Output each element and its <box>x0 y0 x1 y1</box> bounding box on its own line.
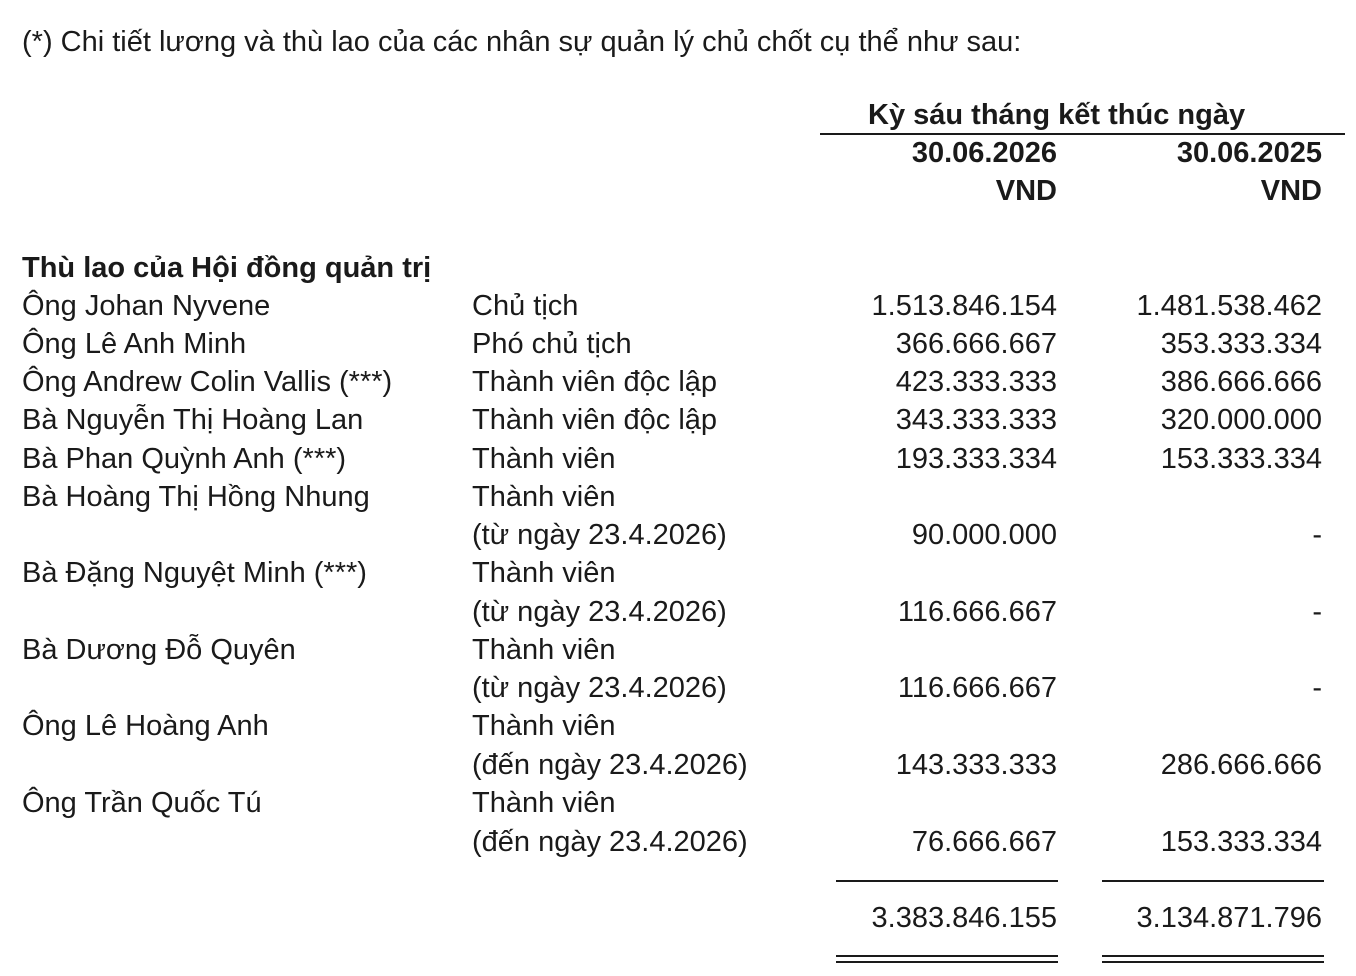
column-unit-2025: VND <box>1260 175 1322 207</box>
row-role-note: (đến ngày 23.4.2026) <box>472 749 748 781</box>
row-value-2026: 366.666.667 <box>895 328 1057 360</box>
row-role: Thành viên <box>472 443 616 475</box>
row-value-2025: 1.481.538.462 <box>1136 290 1322 322</box>
row-value-2026: 193.333.334 <box>895 443 1057 475</box>
period-header-rule <box>820 133 1345 135</box>
row-value-2025: 320.000.000 <box>1160 404 1322 436</box>
total-double-rule-2026 <box>836 955 1058 963</box>
total-value-2025: 3.134.871.796 <box>1136 902 1322 934</box>
row-value-2026: 1.513.846.154 <box>871 290 1057 322</box>
row-value-2025: 386.666.666 <box>1160 366 1322 398</box>
row-role-note: (đến ngày 23.4.2026) <box>472 826 748 858</box>
row-role: Phó chủ tịch <box>472 328 632 360</box>
row-value-2025: 153.333.334 <box>1160 826 1322 858</box>
row-name: Ông Trần Quốc Tú <box>22 787 262 819</box>
row-value-2026: 116.666.667 <box>897 596 1057 628</box>
total-double-rule-2025 <box>1102 955 1324 963</box>
row-role: Chủ tịch <box>472 290 579 322</box>
subtotal-rule-2026 <box>836 880 1058 882</box>
row-value-2026: 76.666.667 <box>911 826 1057 858</box>
row-value-2025: - <box>1312 596 1322 628</box>
column-date-2025: 30.06.2025 <box>1176 137 1322 169</box>
row-name: Ông Johan Nyvene <box>22 290 271 322</box>
row-name: Bà Phan Quỳnh Anh (***) <box>22 443 347 475</box>
row-value-2025: 286.666.666 <box>1160 749 1322 781</box>
row-name: Ông Andrew Colin Vallis (***) <box>22 366 393 398</box>
row-value-2026: 343.333.333 <box>895 404 1057 436</box>
row-role: Thành viên <box>472 634 616 666</box>
row-role: Thành viên <box>472 481 616 513</box>
row-name: Bà Đặng Nguyệt Minh (***) <box>22 557 367 589</box>
row-name: Ông Lê Hoàng Anh <box>22 710 269 742</box>
row-name: Bà Hoàng Thị Hồng Nhung <box>22 481 370 513</box>
column-unit-2026: VND <box>995 175 1057 207</box>
row-role: Thành viên độc lập <box>472 404 718 436</box>
row-role: Thành viên <box>472 710 616 742</box>
row-role: Thành viên <box>472 557 616 589</box>
period-header: Kỳ sáu tháng kết thúc ngày <box>868 99 1246 131</box>
row-role-note: (từ ngày 23.4.2026) <box>472 672 727 704</box>
row-value-2025: - <box>1312 519 1322 551</box>
row-value-2025: 353.333.334 <box>1160 328 1322 360</box>
row-role: Thành viên độc lập <box>472 366 718 398</box>
row-role-note: (từ ngày 23.4.2026) <box>472 596 727 628</box>
row-name: Ông Lê Anh Minh <box>22 328 247 360</box>
row-value-2026: 143.333.333 <box>895 749 1057 781</box>
total-value-2026: 3.383.846.155 <box>871 902 1057 934</box>
column-date-2026: 30.06.2026 <box>911 137 1057 169</box>
row-value-2026: 90.000.000 <box>911 519 1057 551</box>
row-value-2025: - <box>1312 672 1322 704</box>
row-role-note: (từ ngày 23.4.2026) <box>472 519 727 551</box>
section-title: Thù lao của Hội đồng quản trị <box>22 252 432 284</box>
subtotal-rule-2025 <box>1102 880 1324 882</box>
row-name: Bà Dương Đỗ Quyên <box>22 634 296 666</box>
row-value-2025: 153.333.334 <box>1160 443 1322 475</box>
row-value-2026: 423.333.333 <box>895 366 1057 398</box>
row-name: Bà Nguyễn Thị Hoàng Lan <box>22 404 364 436</box>
row-value-2026: 116.666.667 <box>897 672 1057 704</box>
row-role: Thành viên <box>472 787 616 819</box>
intro-text: (*) Chi tiết lương và thù lao của các nhân sự quản lý chủ chốt cụ thể như sau: <box>22 26 1022 58</box>
